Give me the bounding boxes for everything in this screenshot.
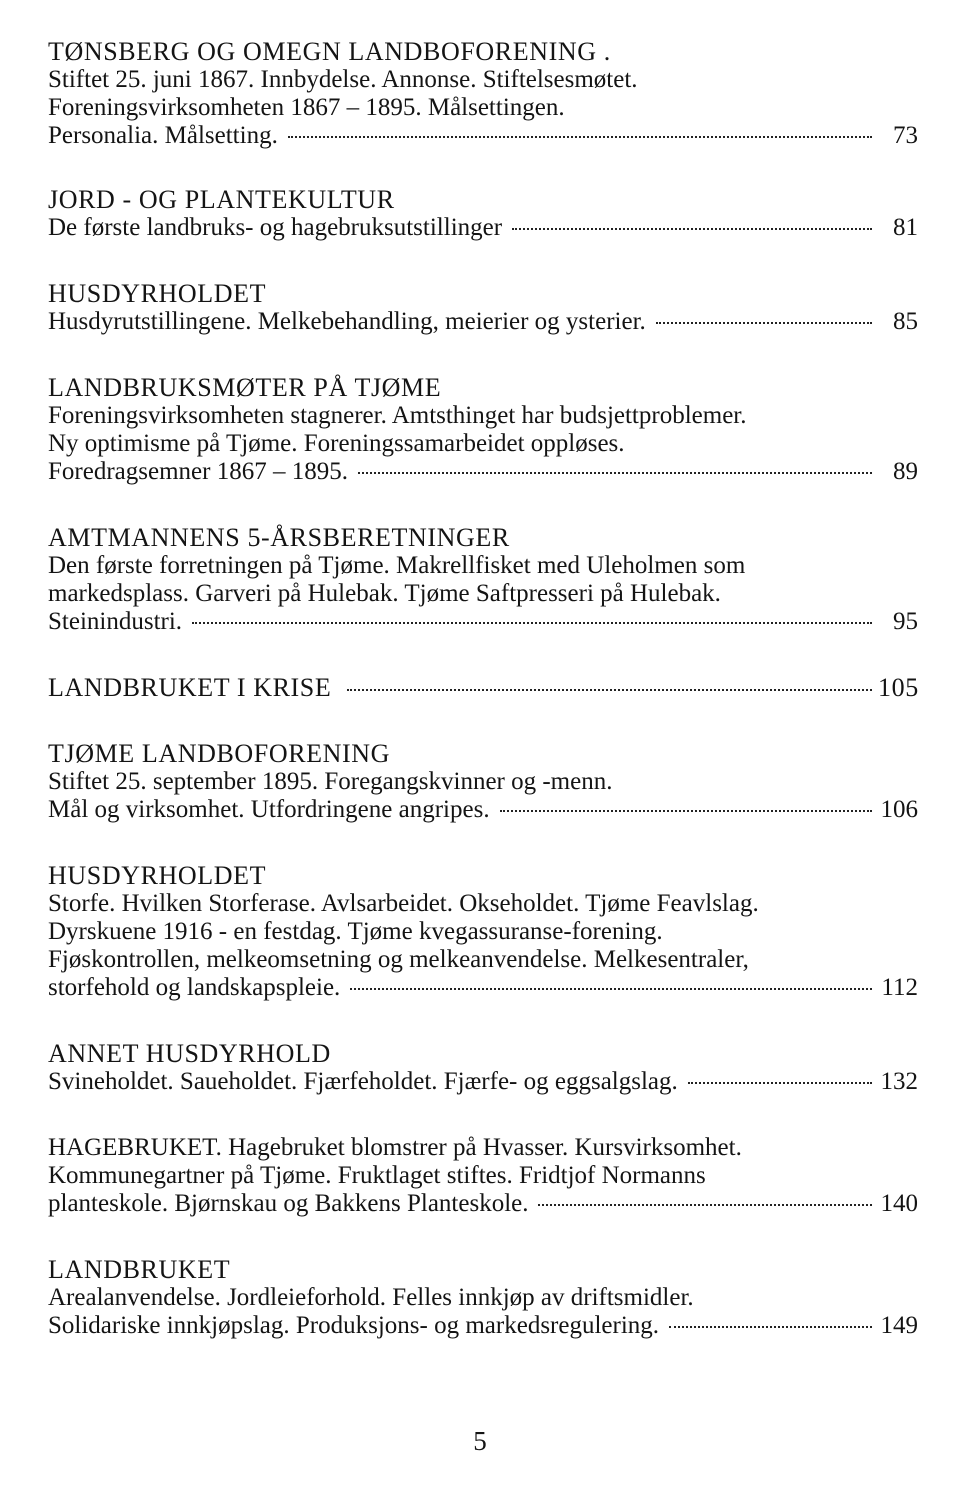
section-description-line: Dyrskuene 1916 - en festdag. Tjøme kvegassuranse-forening. <box>48 918 663 945</box>
toc-entry <box>48 38 918 150</box>
toc-line-with-page <box>48 1190 918 1218</box>
toc-line-with-page <box>48 308 918 336</box>
dot-leader <box>656 322 872 324</box>
page-reference: 81 <box>893 214 918 241</box>
page-reference: 140 <box>880 1190 918 1217</box>
toc-entry <box>48 674 918 702</box>
section-description-line: Husdyrutstillingene. Melkebehandling, meierier og ysterier. <box>48 308 646 335</box>
toc-entry <box>48 1256 918 1340</box>
section-description-line: storfehold og landskapspleie. <box>48 974 341 1001</box>
page-reference: 95 <box>893 608 918 635</box>
toc-line-with-page <box>48 1312 918 1340</box>
toc-line-with-page <box>48 796 918 824</box>
page-reference: 89 <box>893 458 918 485</box>
dot-leader <box>192 622 872 624</box>
section-description-line: Foreningsvirksomheten stagnerer. Amtsthinget har budsjettproblemer. <box>48 402 747 429</box>
section-description-line: HAGEBRUKET. Hagebruket blomstrer på Hvasser. Kursvirksomhet. <box>48 1134 742 1161</box>
section-heading: JORD - OG PLANTEKULTUR <box>48 185 395 214</box>
section-description-line: Fjøskontrollen, melkeomsetning og melkeanvendelse. Melkesentraler, <box>48 946 749 973</box>
dot-leader <box>288 136 872 138</box>
section-heading: HUSDYRHOLDET <box>48 279 267 308</box>
toc-line-with-page <box>48 214 918 242</box>
table-of-contents <box>48 38 918 1340</box>
section-description-line: Solidariske innkjøpslag. Produksjons- og markedsregulering. <box>48 1312 660 1339</box>
section-description-line: Arealanvendelse. Jordleieforhold. Felles innkjøp av driftsmidler. <box>48 1284 694 1311</box>
toc-entry <box>48 186 918 242</box>
section-heading: TJØME LANDBOFORENING <box>48 739 391 768</box>
toc-entry <box>48 1040 918 1096</box>
section-description-line: Kommunegartner på Tjøme. Fruktlaget stiftes. Fridtjof Normanns <box>48 1162 706 1189</box>
toc-entry <box>48 374 918 486</box>
section-description-line: planteskole. Bjørnskau og Bakkens Planteskole. <box>48 1190 529 1217</box>
page-reference: 85 <box>893 308 918 335</box>
page-number: 5 <box>473 1426 487 1456</box>
toc-line-with-page <box>48 608 918 636</box>
section-description-line: Steinindustri. <box>48 608 183 635</box>
page-reference: 112 <box>881 974 918 1001</box>
toc-line-with-page <box>48 674 918 702</box>
toc-entry <box>48 740 918 824</box>
dot-leader <box>358 472 872 474</box>
toc-line-with-page <box>48 458 918 486</box>
dot-leader <box>347 689 872 691</box>
section-heading: ANNET HUSDYRHOLD <box>48 1039 331 1068</box>
page-reference: 106 <box>880 796 918 823</box>
section-description-line: De første landbruks- og hagebruksutstillinger <box>48 214 503 241</box>
section-description-line: Personalia. Målsetting. <box>48 122 278 149</box>
section-heading: LANDBRUKET <box>48 1255 231 1284</box>
section-description-line: Den første forretningen på Tjøme. Makrellfisket med Uleholmen som <box>48 552 746 579</box>
dot-leader <box>350 988 872 990</box>
toc-entry <box>48 1134 918 1218</box>
page-reference: 73 <box>893 122 918 149</box>
section-description-line: Foreningsvirksomheten 1867 – 1895. Målsettingen. <box>48 94 565 121</box>
section-description-line: Mål og virksomhet. Utfordringene angripes. <box>48 796 490 823</box>
section-description-line: Stiftet 25. september 1895. Foregangskvinner og -menn. <box>48 768 613 795</box>
section-heading: LANDBRUKET I KRISE <box>48 673 332 702</box>
dot-leader <box>538 1204 872 1206</box>
section-description-line: markedsplass. Garveri på Hulebak. Tjøme Saftpresseri på Hulebak. <box>48 580 721 607</box>
toc-line-with-page <box>48 1068 918 1096</box>
toc-line-with-page <box>48 122 918 150</box>
toc-entry <box>48 524 918 636</box>
dot-leader <box>669 1326 872 1328</box>
page-reference: 149 <box>880 1312 918 1339</box>
page-reference: 132 <box>880 1068 918 1095</box>
section-description-line: Stiftet 25. juni 1867. Innbydelse. Annonse. Stiftelsesmøtet. <box>48 66 638 93</box>
section-heading: AMTMANNENS 5-ÅRSBERETNINGER <box>48 523 510 552</box>
page-reference: 105 <box>878 673 919 702</box>
dot-leader <box>500 810 872 812</box>
section-description-line: Foredragsemner 1867 – 1895. <box>48 458 348 485</box>
dot-leader <box>688 1082 872 1084</box>
toc-entry <box>48 862 918 1002</box>
section-description-line: Storfe. Hvilken Storferase. Avlsarbeidet. Okseholdet. Tjøme Feavlslag. <box>48 890 759 917</box>
toc-line-with-page <box>48 974 918 1002</box>
section-description-line: Ny optimisme på Tjøme. Foreningssamarbeidet oppløses. <box>48 430 625 457</box>
section-heading: TØNSBERG OG OMEGN LANDBOFORENING . <box>48 37 611 66</box>
dot-leader <box>512 228 872 230</box>
toc-entry <box>48 280 918 336</box>
section-description-line: Svineholdet. Saueholdet. Fjærfeholdet. Fjærfe- og eggsalgslag. <box>48 1068 678 1095</box>
section-heading: HUSDYRHOLDET <box>48 861 267 890</box>
section-heading: LANDBRUKSMØTER PÅ TJØME <box>48 373 442 402</box>
